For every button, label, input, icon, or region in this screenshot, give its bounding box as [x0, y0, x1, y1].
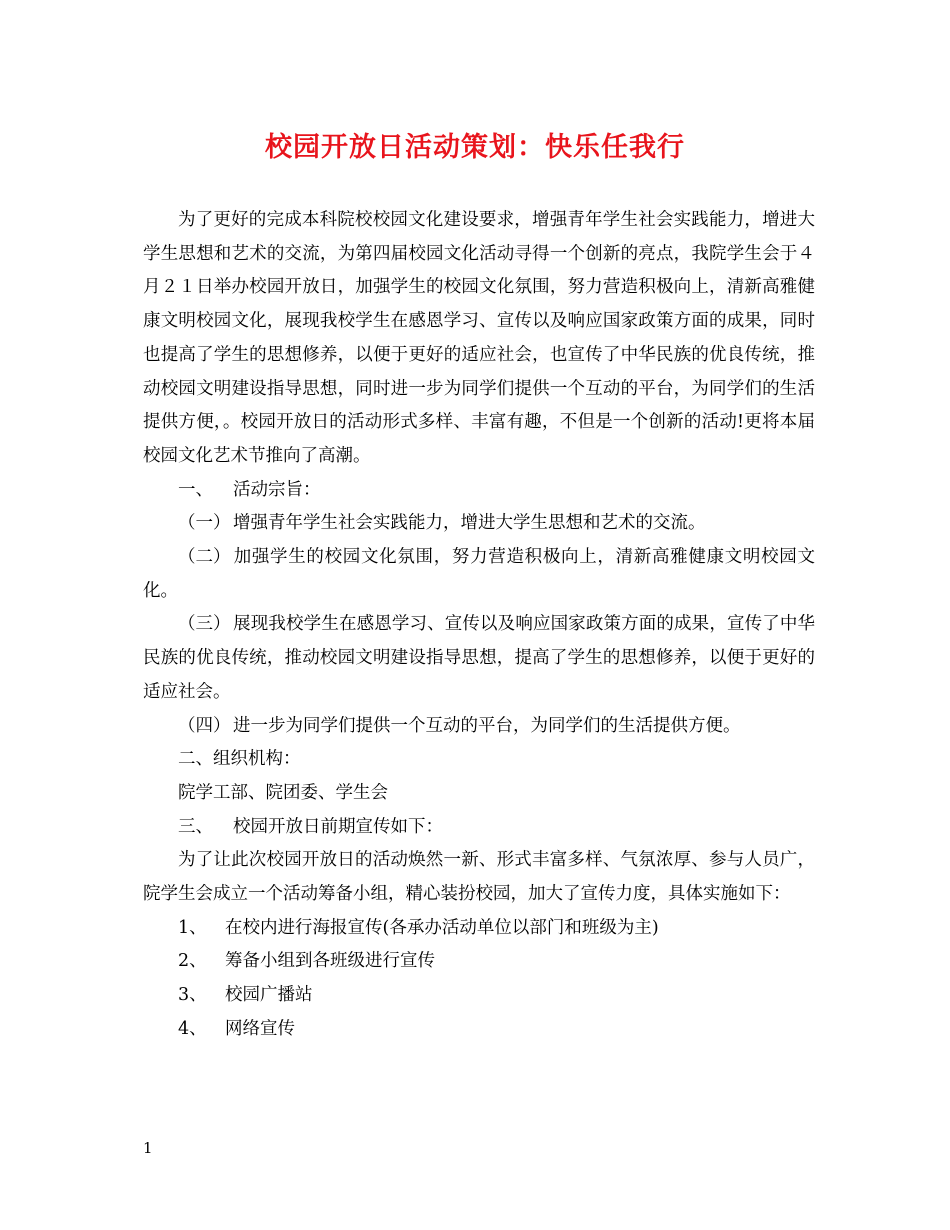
aim-item [143, 507, 815, 541]
publicity-intro: 为了让此次校园开放日的活动焕然一新、形式丰富多样、气氛浓厚、参与人员广，院学生会成立一个活动筹备小组，精心装扮校园，加大了宣传力度，具体实施如下： [143, 850, 815, 905]
publicity-item [143, 1013, 815, 1047]
aim-text: 加强学生的校园文化氛围，努力营造积极向上，清新高雅健康文明校园文化。 [143, 547, 815, 601]
intro-paragraph: 为了更好的完成本科院校校园文化建设要求，增强青年学生社会实践能力，增进大学生思想和艺术的交流，为第四届校园文化活动寻得一个创新的亮点，我院学生会于４月２１日举办校园开放日，加强学生的校园文化氛围，努力营造积极向上，清新高雅健康文明校园文化，展现我校学生在感恩学习、宣传以及响应国家政策方面的成果，同时也提高了学生的思想修养，以便于更好的适应社会，也宣传了中华民族的优良传统，推动校园文明建设指导思想，同时进一步为同学们提供一个互动的平台，为同学们的生活提供方便，。校园开放日的活动形式多样、丰富有趣，不但是一个创新的活动!更将本届校园文化艺术节推向了高潮。 [143, 210, 815, 466]
section-heading-publicity [143, 811, 815, 845]
aim-item [143, 541, 815, 608]
publicity-marker: 2、 [178, 951, 207, 972]
aim-marker: （一） [178, 513, 231, 534]
aim-text: 增强青年学生社会实践能力，增进大学生思想和艺术的交流。 [233, 513, 706, 534]
section-marker: 一、 [178, 479, 213, 500]
aim-text: 展现我校学生在感恩学习、宣传以及响应国家政策方面的成果，宣传了中华民族的优良传统，推动校园文明建设指导思想，提高了学生的思想修养，以便于更好的适应社会。 [143, 614, 815, 702]
aim-marker: （三） [178, 614, 231, 635]
organization-content: 院学工部、院团委、学生会 [178, 782, 388, 803]
publicity-text: 校园广播站 [225, 985, 313, 1006]
section-heading-text: 活动宗旨： [233, 479, 321, 500]
section-heading-text: 校园开放日前期宣传如下： [233, 816, 443, 837]
aim-item [143, 710, 815, 744]
publicity-marker: 3、 [178, 985, 207, 1006]
section-heading-aims [143, 474, 815, 508]
document-title: 校园开放日活动策划：快乐任我行 [265, 132, 685, 163]
aim-marker: （四） [178, 715, 231, 736]
document-body [143, 204, 815, 1047]
section-marker: 三、 [178, 816, 213, 837]
publicity-item [143, 979, 815, 1013]
aim-item [143, 608, 815, 709]
publicity-text: 筹备小组到各班级进行宣传 [225, 951, 435, 972]
publicity-marker: 1、 [178, 917, 207, 938]
publicity-text: 在校内进行海报宣传(各承办活动单位以部门和班级为主) [225, 917, 659, 938]
page-number: 1 [143, 1139, 153, 1157]
aim-text: 进一步为同学们提供一个互动的平台，为同学们的生活提供方便。 [233, 715, 741, 736]
aim-marker: （二） [178, 547, 231, 568]
section-heading-organization: 二、组织机构： [178, 749, 301, 770]
publicity-item [143, 945, 815, 979]
publicity-marker: 4、 [178, 1018, 207, 1039]
publicity-item [143, 912, 815, 946]
publicity-text: 网络宣传 [225, 1018, 295, 1039]
